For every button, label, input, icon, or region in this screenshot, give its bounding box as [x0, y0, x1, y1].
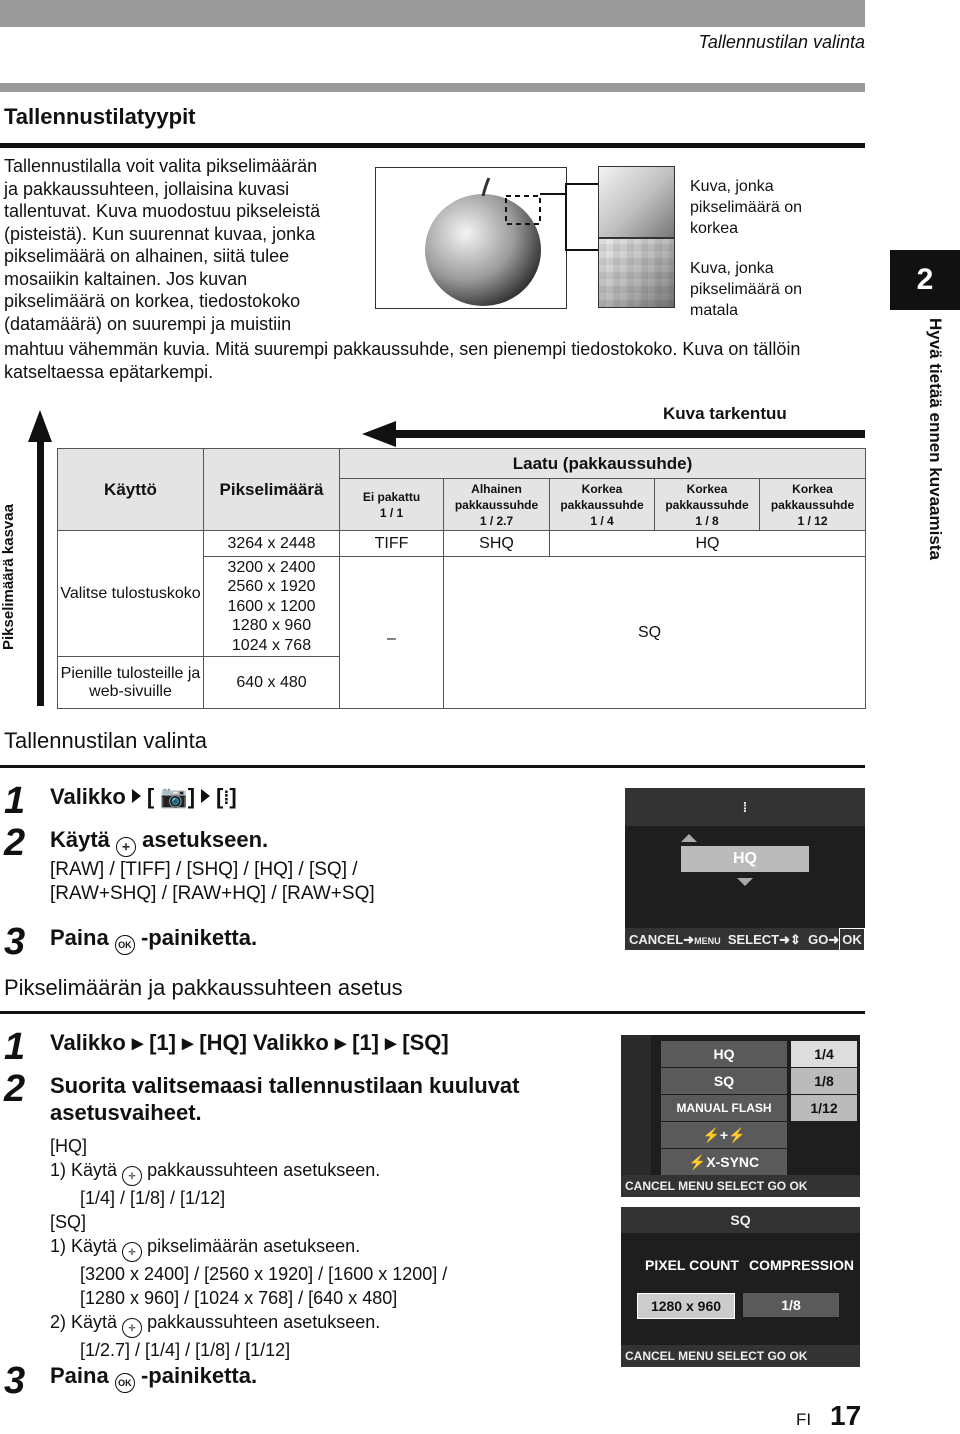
lcd-value: HQ [681, 846, 809, 872]
sq-cell: SQ [444, 557, 866, 709]
row1-hq: HQ [550, 531, 866, 557]
section2-rule [0, 765, 865, 768]
section3-title: Pikselimäärän ja pakkaussuhteen asetus [4, 975, 403, 1000]
step2-options: [RAW] / [TIFF] / [SHQ] / [HQ] / [SQ] / [RAW+SHQ] / [RAW+HQ] / [RAW+SQ] [50, 859, 375, 904]
dial-icon: ✛ [122, 1166, 142, 1186]
step1-text: Valikko [ 📷] [⁞] [50, 784, 237, 809]
chapter-tab: 2 [890, 250, 960, 310]
quality-col-5: Korkea pakkaussuhde 1 / 12 [760, 479, 866, 531]
web-pixels: 640 x 480 [204, 657, 340, 709]
lcd-footer: CANCEL MENU SELECT GO OK [621, 1345, 860, 1367]
menu-col-a: HQ SQ MANUAL FLASH ⚡+⚡ ⚡X-SYNC [661, 1041, 787, 1175]
step3-text: Paina OK -painiketta. [50, 1363, 257, 1393]
section-title: Tallennustilatyypit [4, 104, 196, 129]
step2-text: Suorita valitsemaasi tallennustilaan kuuluvat asetusvaiheet. [50, 1073, 520, 1125]
col-pixels-header: Pikselimäärä [204, 449, 340, 531]
sq-instructions: [SQ] 1) Käytä ✛ pikselimäärän asetukseen. [3200 x 2400] / [2560 x 1920] / [1600 x 1200] / [1280 x 960] / [1024 x 768] / [640 x 480] 2) Käytä ✛ pakkaussuhteen asetukseen. [1/2.7] / [1/4] / [1/8] / [1/12] [50, 1212, 448, 1360]
quality-table [57, 448, 866, 709]
dial-icon: ✛ [122, 1318, 142, 1338]
running-header: Tallennustilan valinta [698, 32, 865, 52]
lcd-footer: CANCEL MENU SELECT GO OK [621, 1175, 860, 1197]
lcd-sq-screen [621, 1207, 860, 1367]
vertical-arrow-shaft [37, 440, 44, 706]
dial-icon: ✛ [116, 837, 136, 857]
step-number: 3 [4, 921, 26, 963]
step-number: 1 [4, 780, 26, 822]
section2-title: Tallennustilan valinta [4, 728, 208, 753]
hq-instructions: [HQ] 1) Käytä ✛ pakkaussuhteen asetukseen. [1/4] / [1/8] / [1/12] [50, 1136, 381, 1208]
up-arrow-icon [681, 834, 697, 842]
lcd-quality-screen [625, 788, 865, 950]
ok-button-icon: OK [115, 1373, 135, 1393]
row1-pixels: 3264 x 2448 [204, 531, 340, 557]
section-bar [0, 83, 865, 92]
camera-icon: 📷 [160, 784, 188, 809]
title-rule [0, 143, 865, 148]
up-arrow-icon [28, 410, 52, 442]
quality-icon: ⁞ [223, 788, 230, 808]
dash-cell: – [340, 557, 444, 709]
use-print: Valitse tulostuskoko [58, 531, 204, 657]
lcd-body [625, 826, 865, 928]
callout-high: Kuva, jonka pikselimäärä on korkea [690, 178, 803, 237]
step3-text: Paina OK -painiketta. [50, 925, 257, 955]
dial-icon: ✛ [122, 1242, 142, 1262]
zoom-low-res [598, 238, 675, 308]
lcd-header: ⁞ [625, 788, 865, 826]
step-number: 1 [4, 1026, 26, 1068]
step2-text: Käytä ✛ asetukseen. [50, 827, 268, 857]
quality-col-3: Korkea pakkaussuhde 1 / 4 [550, 479, 655, 531]
header-bar [0, 0, 865, 27]
intro-text: Tallennustilalla voit valita pikselimäärän ja pakkaussuhteen, jollaisina kuvasi tallentuvat. Kuva muodostuu pikseleistä (pisteistä). Kun suurennat kuvaa, jonka pikselimäärä on alhainen, siitä tulee mosaiikin kaltainen. Jos kuvan pikselimäärä on korkea, tiedostokoko (datamäärä) on suurempi ja muistiin [4, 156, 321, 334]
compression-label: COMPRESSION [749, 1257, 855, 1273]
intro-tail: mahtuu vähemmän kuvia. Mitä suurempi pakkaussuhde, sen pienempi tiedostokoko. Kuva on tällöin katseltaessa epätarkempi. [4, 339, 801, 382]
top-axis-label: Kuva tarkentuu [663, 404, 787, 423]
left-arrow-icon [362, 421, 396, 447]
chapter-text: Hyvä tietää ennen kuvaamista [926, 318, 945, 560]
down-arrow-icon [737, 878, 753, 886]
lcd-menu-screen [621, 1035, 860, 1197]
step-number: 2 [4, 1068, 26, 1110]
lcd-footer: CANCEL➜MENU SELECT➜⇕ GO➜ OK [625, 928, 865, 950]
zoom-high-res [598, 166, 675, 238]
menu-col-b: 1/4 1/8 1/12 [791, 1041, 857, 1121]
row1-shq: SHQ [444, 531, 550, 557]
quality-col-4: Korkea pakkaussuhde 1 / 8 [655, 479, 760, 531]
menu-tab-column [621, 1035, 651, 1175]
footer-lang: FI [796, 1410, 812, 1429]
horizontal-arrow-shaft [395, 430, 865, 438]
step1-text: Valikko ▸ [1] ▸ [HQ] Valikko ▸ [1] ▸ [SQ] [50, 1030, 449, 1055]
vertical-axis-label: Pikselimäärä kasvaa [0, 504, 17, 650]
compression-value: 1/8 [743, 1293, 839, 1317]
step-number: 2 [4, 822, 26, 864]
step-number: 3 [4, 1360, 26, 1402]
print-pixels: 3200 x 2400 2560 x 1920 1600 x 1200 1280 x 960 1024 x 768 [204, 557, 340, 657]
row1-tiff: TIFF [340, 531, 444, 557]
section3-rule [0, 1011, 865, 1014]
pixel-count-label: PIXEL COUNT [645, 1257, 739, 1273]
quality-header: Laatu (pakkaussuhde) [340, 449, 866, 479]
pixel-count-value: 1280 x 960 [637, 1293, 735, 1319]
page-number: 17 [830, 1400, 862, 1431]
lcd-sq-title: SQ [621, 1207, 860, 1233]
col-use-header: Käyttö [58, 449, 204, 531]
ok-button-icon: OK [115, 935, 135, 955]
zoom-connectors [538, 180, 598, 280]
quality-col-2: Alhainen pakkaussuhde 1 / 2.7 [444, 479, 550, 531]
callout-low: Kuva, jonka pikselimäärä on matala [690, 260, 803, 319]
use-web: Pienille tulosteille ja web-sivuille [58, 657, 204, 709]
quality-col-1: Ei pakattu 1 / 1 [340, 479, 444, 531]
